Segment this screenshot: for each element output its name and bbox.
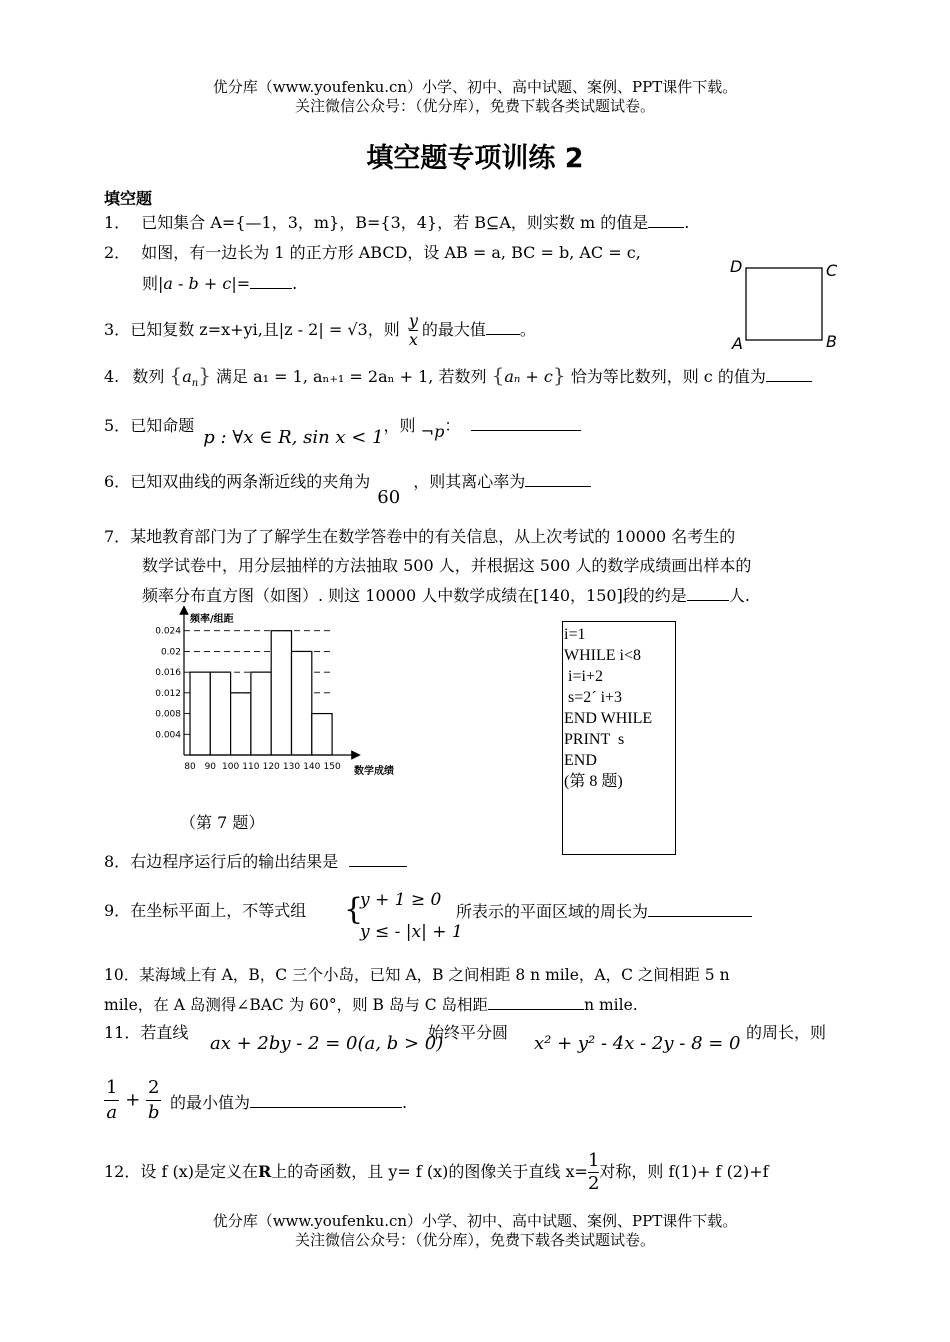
q10-end: n mile.	[584, 996, 638, 1014]
question-7	[104, 526, 735, 548]
question-4: 4. 数列 $\{a_n\}$ 满足 a₁ = 1, aₙ₊₁ = 2aₙ + 1, 若数列 {aₙ + c} 恰为等比数列，则 c 的值为	[104, 364, 812, 395]
q5-number: 5．	[104, 416, 131, 435]
y-tick-label: 0.008	[155, 709, 181, 720]
footer-line-1: 优分库（www.youfenku.cn）小学、初中、高中试题、案例、PPT课件下载。	[212, 1212, 738, 1230]
y-axis-label: 频率/组距	[190, 614, 234, 625]
q11-tail	[170, 1091, 407, 1114]
q7-line-3: 频率分布直方图（如图）. 则这 10000 人中数学成绩在[140，150]段的约是	[142, 586, 687, 605]
q1-text: 已知集合 A={—1，3，m}，B={3，4}，若 B⊆A，则实数 m 的值是	[141, 213, 649, 232]
histogram-bars	[190, 631, 332, 755]
q12-text-1: 设 f (x)是定义在	[140, 1162, 258, 1181]
q3-number: 3．	[104, 320, 131, 339]
program-lines	[564, 624, 675, 792]
x-axis-label: 数学成绩	[354, 766, 394, 777]
q2-number: 2．	[104, 243, 131, 262]
square-abcd-figure	[726, 256, 846, 356]
x-tick-label: 120	[262, 762, 280, 772]
q4-seq-sub: n	[191, 378, 199, 390]
q4-number: 4.	[104, 367, 120, 386]
program-line: PRINT s	[564, 731, 625, 748]
q3-frac-bottom: x	[408, 330, 418, 349]
q12-frac-bottom: 2	[587, 1173, 600, 1194]
q2-end: .	[292, 274, 298, 293]
question-11	[104, 1022, 188, 1044]
q4-text-3: 恰为等比数列，则 c 的值为	[570, 367, 766, 386]
q7-line-1: 某地教育部门为了了解学生在数学答卷中的有关信息，从上次考试的 10000 名考生的	[130, 527, 736, 546]
question-12	[104, 1150, 769, 1195]
x-tick-label: 150	[323, 762, 341, 772]
section-heading: 填空题	[104, 189, 153, 208]
question-1	[104, 211, 689, 234]
q2-blank	[250, 272, 292, 289]
q4-text-2: 满足 a₁ = 1, aₙ₊₁ = 2aₙ + 1, 若数列	[216, 367, 487, 386]
q4-text-1: 数列	[132, 367, 165, 386]
q2-abs-open: 则|	[142, 274, 164, 293]
q3-end: 。	[519, 320, 536, 339]
q11-text-1: 若直线	[140, 1023, 189, 1042]
x-tick-label: 80	[184, 762, 196, 772]
question-9	[104, 900, 306, 922]
header-line-2: 关注微信公众号：（优分库），免费下载各类试题试卷。	[294, 97, 655, 115]
q9-ineq-2: y ≤ - |x| + 1	[360, 922, 463, 942]
q7-number: 7．	[104, 527, 131, 546]
q6-number: 6．	[104, 472, 131, 491]
y-tick-label: 0.02	[160, 647, 181, 658]
program-line: i=i+2	[564, 668, 603, 685]
q4-seq: a	[182, 367, 192, 386]
q10-line-2-wrap	[104, 993, 638, 1016]
x-tick-label: 110	[242, 762, 260, 772]
q6-blank	[525, 470, 591, 487]
q6-text-2: ，则其离心率为	[413, 472, 526, 491]
q12-fraction	[588, 1150, 599, 1195]
q5-text-2: ，则	[383, 416, 416, 435]
q11-plus: +	[125, 1089, 141, 1111]
y-tick-label: 0.024	[155, 626, 181, 637]
q12-frac-top: 1	[587, 1150, 600, 1171]
q2-abs-close: |=	[231, 274, 251, 293]
question-2	[104, 242, 641, 264]
q11-number: 11．	[104, 1023, 141, 1042]
x-tick-labels	[184, 762, 341, 772]
q7-line-2: 数学试卷中，用分层抽样的方法抽取 500 人，并根据这 500 人的数学成绩画出样本的	[142, 556, 752, 575]
q11-circle-equation: x² + y² - 4x - 2y - 8 = 0	[534, 1033, 741, 1054]
q9-text-1: 在坐标平面上，不等式组	[130, 901, 307, 920]
program-box	[562, 621, 676, 855]
histogram-bar	[210, 672, 230, 755]
y-tick-label: 0.004	[155, 730, 181, 741]
q11-text-2: 始终平分圆	[428, 1023, 509, 1042]
q11-frac-2-bottom: b	[147, 1102, 160, 1123]
histogram-bar	[312, 714, 332, 755]
q5-formula: p : ∀x ∈ R, sin x < 1	[203, 427, 384, 448]
y-tick-label: 0.016	[155, 668, 181, 679]
label-d: D	[730, 257, 743, 276]
y-tick-label: 0.012	[155, 688, 181, 699]
x-tick-label: 140	[303, 762, 321, 772]
q11-fraction-expr	[104, 1076, 161, 1125]
question-8	[104, 850, 407, 873]
program-line: WHILE i<8	[564, 647, 641, 664]
program-line: END WHILE	[564, 710, 653, 727]
question-10	[104, 964, 730, 986]
square-shape	[746, 268, 822, 340]
histogram-bar	[190, 672, 210, 755]
q2-line-1: 如图，有一边长为 1 的正方形 ABCD，设 AB = a, BC = b, AC = c,	[141, 243, 641, 262]
q10-line-2: mile，在 A 岛测得∠BAC 为 60°，则 B 岛与 C 岛相距	[104, 996, 489, 1014]
q9-brace: {	[344, 892, 364, 927]
q4-seq-2: aₙ + c	[504, 367, 553, 386]
y-tick-labels	[155, 627, 181, 741]
q9-tail	[456, 900, 752, 923]
x-tick-label: 90	[204, 762, 217, 772]
q8-text: 右边程序运行后的输出结果是	[130, 852, 339, 871]
q3-frac-top: y	[408, 311, 418, 330]
q1-blank	[648, 211, 684, 228]
q11-end: .	[402, 1093, 408, 1112]
histogram-chart	[146, 604, 406, 784]
header-line-1: 优分库（www.youfenku.cn）小学、初中、高中试题、案例、PPT课件下载。	[212, 78, 738, 96]
histogram-bar	[231, 693, 251, 755]
q10-number: 10．	[104, 966, 140, 984]
q7-blank	[687, 584, 729, 601]
program-line: END	[564, 752, 597, 769]
footer-line-2: 关注微信公众号：（优分库），免费下载各类试题试卷。	[294, 1231, 655, 1249]
q12-r: R	[257, 1162, 272, 1181]
q11-blank	[250, 1091, 402, 1108]
question-3	[104, 312, 536, 349]
histogram-bar	[271, 631, 291, 755]
q12-text-3: 对称，则 f(1)+ f (2)+f	[599, 1162, 769, 1181]
q10-line-1: 某海域上有 A，B，C 三个小岛，已知 A，B 之间相距 8 n mile，A，C 之间相距 5 n	[139, 966, 730, 984]
histogram-bar	[251, 672, 271, 755]
x-tick-label: 100	[222, 762, 240, 772]
label-b: B	[826, 332, 837, 351]
q3-fraction	[409, 312, 418, 349]
page-title: 填空题专项训练 2	[366, 143, 584, 174]
q4-blank	[766, 365, 812, 382]
q11-frac-2-top: 2	[146, 1076, 161, 1101]
page-header	[0, 78, 950, 116]
program-line: i=1	[564, 626, 586, 643]
q9-system	[360, 884, 463, 948]
q10-blank	[488, 993, 584, 1010]
q5-text-3: ：	[444, 416, 461, 435]
q11-frac-1-bottom: a	[106, 1102, 118, 1123]
q3-tail: 的最大值	[421, 320, 486, 339]
q5-blank	[471, 414, 581, 431]
q1-number: 1．	[104, 213, 131, 232]
q11-frac-2	[146, 1076, 161, 1125]
q2-vector-expr: a - b + c	[163, 274, 232, 293]
label-c: C	[826, 261, 838, 280]
histogram-bar	[292, 651, 312, 755]
q9-number: 9．	[104, 901, 131, 920]
q2-line-2	[142, 272, 297, 295]
x-tick-label: 130	[282, 762, 301, 772]
q5-text-1: 已知命题	[130, 416, 195, 435]
program-line: (第 8 题)	[564, 773, 623, 790]
q9-text-2: 所表示的平面区域的周长为	[456, 902, 649, 921]
q7-caption: （第 7 题）	[180, 813, 265, 832]
q12-number: 12．	[104, 1162, 141, 1181]
question-6	[104, 470, 591, 508]
q9-ineq-1: y + 1 ≥ 0	[360, 890, 442, 910]
q6-angle: 60	[377, 487, 401, 508]
q12-text-2: 上的奇函数，且 y= f (x)的图像关于直线 x=	[271, 1162, 588, 1181]
q8-number: 8．	[104, 852, 131, 871]
label-a: A	[732, 334, 743, 353]
q11-text-4: 的最小值为	[170, 1093, 251, 1112]
q11-frac-1	[104, 1076, 119, 1125]
q3-blank	[486, 318, 520, 335]
program-line: s=2´ i+3	[564, 689, 623, 706]
q7-end: 人.	[728, 586, 750, 605]
q6-text-1: 已知双曲线的两条渐近线的夹角为	[130, 472, 371, 491]
q9-blank	[648, 900, 752, 917]
q1-end: .	[684, 213, 690, 232]
q11-frac-1-top: 1	[104, 1076, 119, 1101]
question-5	[104, 414, 581, 448]
q8-blank	[349, 850, 407, 867]
q11-text-3: 的周长，则	[746, 1023, 827, 1042]
q5-negation: ¬p	[420, 422, 445, 441]
q11-line-equation: ax + 2by - 2 = 0(a, b > 0)	[210, 1033, 444, 1054]
page-footer	[0, 1212, 950, 1250]
q3-text: 已知复数 z=x+yi,且|z - 2| = √3，则	[130, 320, 400, 339]
